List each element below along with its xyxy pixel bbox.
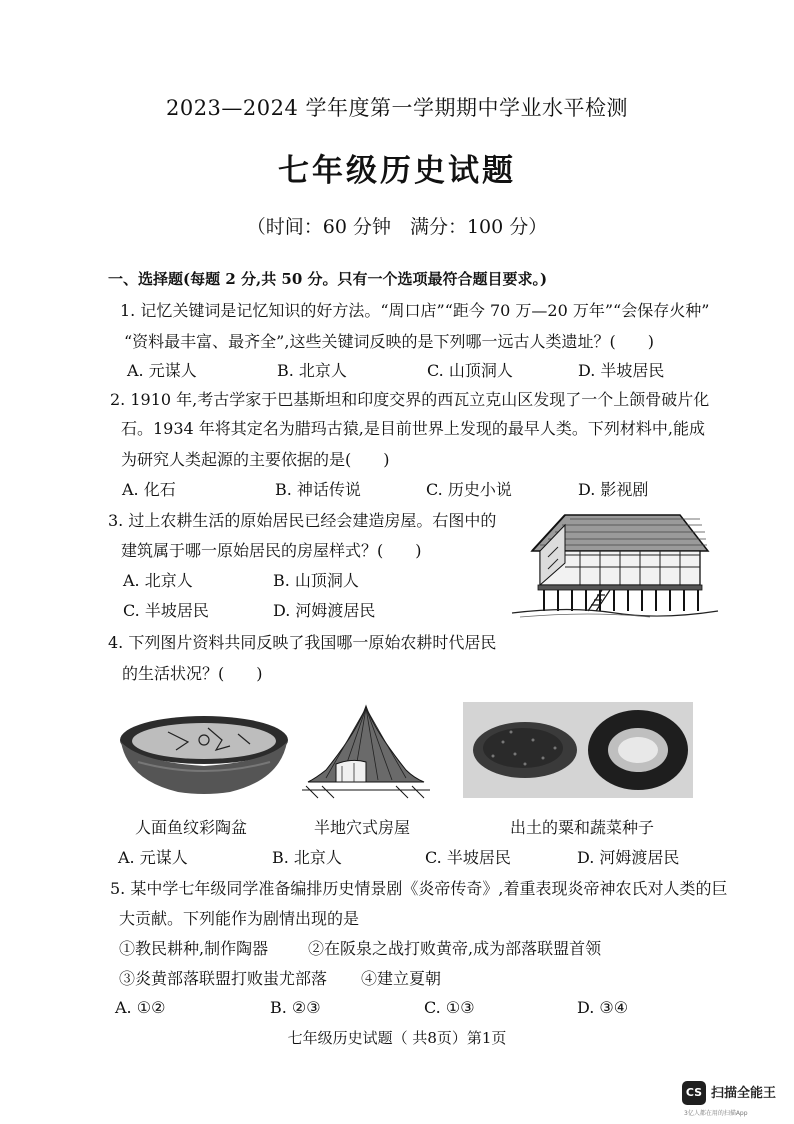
caption-millet-seeds: 出土的粟和蔬菜种子 (510, 818, 655, 837)
q2-option-c: C. 历史小说 (426, 480, 512, 499)
q4-line-2: 的生活状况？( ) (122, 664, 263, 683)
q1-line-2: “资料最丰富、最齐全”,这些关键词反映的是下列哪一远古人类遗址？( ) (124, 332, 654, 351)
time-limit-line: （时间：60 分钟 满分：100 分） (246, 216, 548, 238)
q5-line-1: 5. 某中学七年级同学准备编排历史情景剧《炎帝传奇》,着重表现炎帝神农氏对人类的巨 (110, 879, 728, 898)
q5-item-3: ③炎黄部落联盟打败蚩尤部落 (119, 969, 328, 988)
q5-item-1: ①教民耕种,制作陶器 (119, 939, 269, 958)
q1-line-1: 1. 记忆关键词是记忆知识的好方法。“周口店”“距今 70 万—20 万年”“会保存火种” (120, 301, 710, 320)
q2-option-a: A. 化石 (122, 480, 176, 499)
q5-line-2: 大贡献。下列能作为剧情出现的是 (119, 909, 360, 928)
camscanner-logo-icon: CS (682, 1081, 706, 1105)
caption-pottery-basin: 人面鱼纹彩陶盆 (135, 818, 248, 837)
q3-line-1: 3. 过上农耕生活的原始居民已经会建造房屋。右图中的 (108, 511, 497, 530)
q4-option-d: D. 河姆渡居民 (577, 848, 680, 867)
exam-title: 2023—2024 学年度第一学期期中学业水平检测 (165, 96, 629, 120)
page-footer: 七年级历史试题（ 共8页）第1页 (287, 1029, 507, 1047)
q5-item-4: ④建立夏朝 (361, 969, 442, 988)
q5-option-d: D. ③④ (577, 998, 629, 1017)
q2-line-1: 2. 1910 年,考古学家于巴基斯坦和印度交界的西瓦立克山区发现了一个上颌骨破片化 (110, 390, 710, 409)
caption-thatched-house: 半地穴式房屋 (314, 818, 411, 837)
q2-option-d: D. 影视剧 (578, 480, 649, 499)
q4-option-b: B. 北京人 (272, 848, 342, 867)
q5-item-2: ②在阪泉之战打败黄帝,成为部落联盟首领 (308, 939, 602, 958)
q2-option-b: B. 神话传说 (275, 480, 361, 499)
q5-option-a: A. ①② (115, 998, 166, 1017)
paper-title: 七年级历史试题 (278, 153, 516, 189)
q3-line-2: 建筑属于哪一原始居民的房屋样式？( ) (121, 541, 422, 560)
q4-option-a: A. 元谋人 (118, 848, 188, 867)
q3-option-d: D. 河姆渡居民 (273, 601, 376, 620)
q1-option-d: D. 半坡居民 (578, 361, 665, 380)
q1-option-b: B. 北京人 (277, 361, 347, 380)
q4-line-1: 4. 下列图片资料共同反映了我国哪一原始农耕时代居民 (108, 633, 497, 652)
q2-line-3: 为研究人类起源的主要依据的是( ) (121, 450, 390, 469)
stilt-house-figure (510, 507, 720, 619)
q5-option-b: B. ②③ (270, 998, 321, 1017)
q3-option-b: B. 山顶洞人 (273, 571, 359, 590)
section-heading: 一、选择题(每题 2 分,共 50 分。只有一个选项最符合题目要求。) (108, 270, 548, 288)
q4-option-c: C. 半坡居民 (425, 848, 511, 867)
camscanner-tagline: 3亿人都在用的扫描App (684, 1110, 748, 1117)
q1-option-c: C. 山顶洞人 (427, 361, 513, 380)
millet-seeds-figure (463, 702, 693, 798)
q1-option-a: A. 元谋人 (127, 361, 197, 380)
q2-line-2: 石。1934 年将其定名为腊玛古猿,是目前世界上发现的最早人类。下列材料中,能成 (121, 419, 705, 438)
q3-option-a: A. 北京人 (123, 571, 193, 590)
q5-option-c: C. ①③ (424, 998, 475, 1017)
pottery-basin-figure (118, 710, 290, 798)
thatched-house-figure (296, 700, 436, 800)
camscanner-brand: 扫描全能王 (711, 1086, 777, 1101)
q3-option-c: C. 半坡居民 (123, 601, 209, 620)
